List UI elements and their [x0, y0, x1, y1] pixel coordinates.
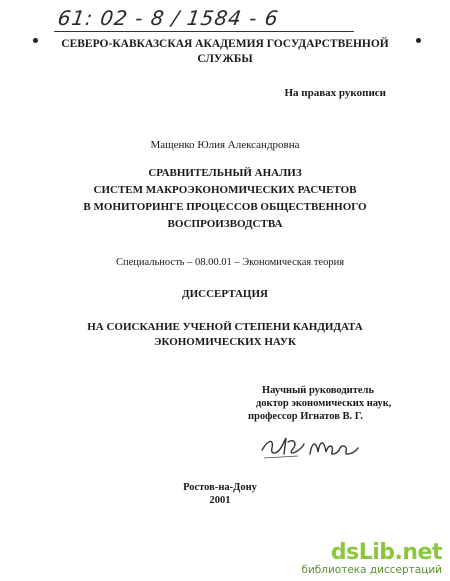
supervisor-line-1: Научный руководитель: [262, 385, 374, 396]
city: Ростов-на-Дону: [183, 482, 257, 493]
watermark-subtitle: библиотека диссертаций: [301, 564, 442, 576]
supervisor-block: [248, 384, 418, 423]
dissertation-title: [0, 165, 450, 233]
supervisor-line-3: профессор Игнатов В. Г.: [248, 411, 363, 422]
title-line-3: В МОНИТОРИНГЕ ПРОЦЕССОВ ОБЩЕСТВЕННОГО: [83, 201, 367, 213]
watermark: [301, 542, 442, 577]
supervisor-line-2: доктор экономических наук,: [256, 398, 392, 409]
rights-note: На правах рукописи: [284, 87, 386, 99]
title-line-4: ВОСПРОИЗВОДСТВА: [167, 218, 283, 230]
author-name: Мащенко Юлия Александровна: [150, 139, 300, 151]
degree-line-1: НА СОИСКАНИЕ УЧЕНОЙ СТЕПЕНИ КАНДИДАТА: [87, 321, 363, 333]
degree-statement: [0, 320, 450, 350]
institution-name: [0, 37, 450, 67]
document-type: ДИССЕРТАЦИЯ: [182, 288, 268, 300]
signature-image: [258, 432, 368, 462]
specialty: Специальность – 08.00.01 – Экономическая теория: [116, 257, 345, 268]
watermark-logo: dsLib.net: [330, 540, 442, 565]
archive-underline: [54, 31, 354, 32]
title-line-2: СИСТЕМ МАКРОЭКОНОМИЧЕСКИХ РАСЧЕТОВ: [93, 184, 357, 196]
degree-line-2: ЭКОНОМИЧЕСКИХ НАУК: [154, 336, 296, 348]
year: 2001: [209, 495, 231, 506]
institution-line-2: СЛУЖБЫ: [197, 53, 253, 65]
archive-number: 61: 02 - 8 / 1584 - 6: [56, 6, 281, 30]
institution-line-1: СЕВЕРО-КАВКАЗСКАЯ АКАДЕМИЯ ГОСУДАРСТВЕННОЙ: [61, 38, 389, 50]
city-year: [0, 481, 445, 507]
title-line-1: СРАВНИТЕЛЬНЫЙ АНАЛИЗ: [148, 167, 302, 179]
